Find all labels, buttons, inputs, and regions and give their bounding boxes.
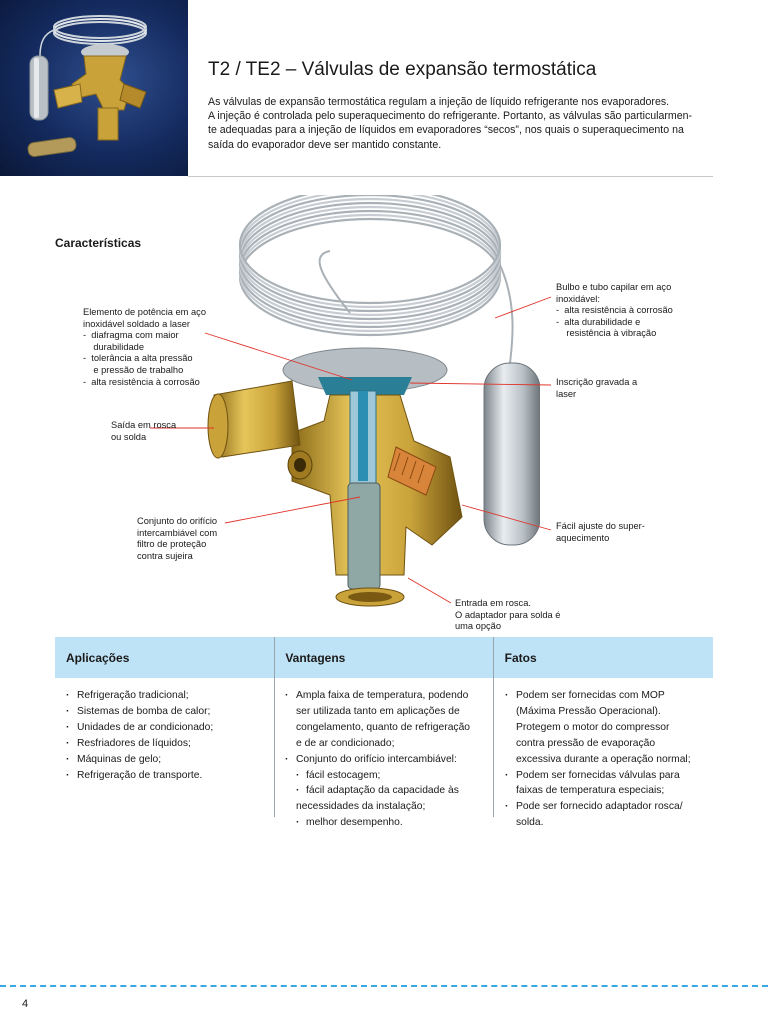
valve-cutaway-illustration [200, 195, 540, 620]
valve-photo-illustration [0, 0, 188, 176]
callout-inlet [455, 598, 560, 633]
header-applications: Aplicações [66, 651, 130, 665]
callout-line: aquecimento [556, 532, 610, 543]
applications-list [66, 688, 213, 783]
callout-line: filtro de proteção [137, 539, 207, 550]
callout-line: Inscrição gravada a [556, 377, 638, 387]
list-item-continuation: (Máxima Pressão Operacional). [516, 705, 661, 717]
callout-power-element [83, 307, 206, 388]
intro-paragraph [208, 95, 713, 152]
list-item: · Podem ser fornecidas válvulas para [505, 768, 691, 784]
list-item: · Refrigeração tradicional; [66, 688, 213, 704]
sub-list-item: · fácil estocagem; [285, 768, 470, 784]
header-advantages: Vantagens [285, 651, 346, 665]
list-item-continuation: faixas de temperatura especiais; [516, 785, 665, 797]
callout-item: alta durabilidade e [564, 316, 641, 327]
header-divider [188, 176, 713, 177]
intro-line: As válvulas de expansão termostática regulam a injeção de líquido refrigerante nos evaporadores. [208, 96, 670, 108]
callout-line: Saída em rosca [111, 420, 177, 430]
header-facts: Fatos [504, 651, 537, 665]
callout-item: tolerância a alta pressão [91, 353, 193, 364]
callout-item: e pressão de trabalho [93, 364, 184, 375]
callout-line: Conjunto do orifício [137, 516, 218, 526]
list-item-continuation: Protegem o motor do compressor [516, 721, 670, 733]
callout-item: resistência à vibração [566, 328, 657, 339]
callout-item: alta resistência à corrosão [564, 305, 673, 316]
callout-line: laser [556, 388, 577, 399]
callout-line [556, 328, 673, 340]
header-product-photo [0, 0, 188, 176]
footer-dashed-rule [0, 985, 768, 987]
callout-line: O adaptador para solda é [455, 609, 561, 620]
list-item: · Máquinas de gelo; [66, 752, 213, 768]
callout-line: - diafragma com maior [83, 330, 179, 341]
column-divider [493, 637, 494, 817]
callout-item: diafragma com maior [91, 330, 179, 341]
list-item: · Resfriadores de líquidos; [66, 736, 213, 752]
list-item-continuation: congelamento, quanto de refrigeração [296, 721, 471, 733]
list-item: · Unidades de ar condicionado; [66, 720, 213, 736]
list-item-continuation: necessidades da instalação; [296, 801, 426, 813]
sub-list-item: · fácil adaptação da capacidade às [285, 783, 470, 799]
callout-item: durabilidade [93, 341, 144, 352]
callout-line: Bulbo e tubo capilar em aço [556, 282, 672, 292]
callout-line: - alta resistência à corrosão [83, 376, 200, 387]
advantages-list [285, 688, 470, 831]
callout-item: alta resistência à corrosão [91, 376, 200, 387]
page-number: 4 [22, 998, 29, 1010]
callout-orifice [137, 516, 217, 562]
list-item: · Pode ser fornecido adaptador rosca/ [505, 799, 691, 815]
callout-line: Fácil ajuste do super- [556, 521, 645, 531]
list-item: · Ampla faixa de temperatura, podendo [285, 688, 470, 704]
list-item-continuation: excessiva durante a operação normal; [516, 753, 691, 765]
callout-line: - alta durabilidade e [556, 316, 641, 327]
callout-outlet [111, 420, 176, 443]
intro-line: saída do evaporador deve ser mantido constante. [208, 138, 442, 151]
callout-line: - tolerância a alta pressão [83, 353, 193, 364]
page-title: T2 / TE2 – Válvulas de expansão termostática [208, 59, 597, 80]
intro-line: te adequadas para a injeção de líquidos em evaporadores “secos”, nos quais o superaquecimento na [208, 124, 684, 137]
list-item: · Sistemas de bomba de calor; [66, 704, 213, 720]
features-heading: Características [55, 236, 142, 250]
list-item: · Conjunto do orifício intercambiável: [285, 752, 470, 768]
facts-list [505, 688, 691, 831]
callout-line: ou solda [111, 431, 147, 442]
sub-list-item: · melhor desempenho. [285, 815, 470, 831]
callout-bulb [556, 282, 673, 340]
intro-line: A injeção é controlada pelo superaquecimento do refrigerante. Portanto, as válvulas são particularmen- [208, 110, 693, 123]
callout-line: contra sujeira [137, 550, 193, 561]
callout-line [83, 342, 206, 354]
callout-line: inoxidável soldado a laser [83, 318, 190, 329]
list-item-continuation: ser utilizada tanto em aplicações de [296, 705, 460, 717]
callout-line: uma opção [455, 621, 501, 632]
list-item-continuation: solda. [516, 817, 544, 829]
column-divider [274, 637, 275, 817]
valve-drawing [200, 195, 540, 620]
callout-line: - alta resistência à corrosão [556, 305, 673, 316]
callout-laser [556, 377, 637, 400]
callout-line [83, 365, 206, 377]
list-item: · Refrigeração de transporte. [66, 768, 213, 784]
list-item-continuation: contra pressão de evaporação [516, 737, 656, 749]
list-item: · Podem ser fornecidas com MOP [505, 688, 691, 704]
callout-line: Elemento de potência em aço [83, 307, 207, 317]
list-item-continuation: e de ar condicionado; [296, 737, 395, 749]
callout-line: Entrada em rosca. [455, 598, 531, 608]
callout-line: intercambiável com [137, 527, 218, 538]
callout-adjust [556, 521, 645, 544]
table-header [55, 637, 713, 678]
callout-line: inoxidável: [556, 293, 600, 304]
